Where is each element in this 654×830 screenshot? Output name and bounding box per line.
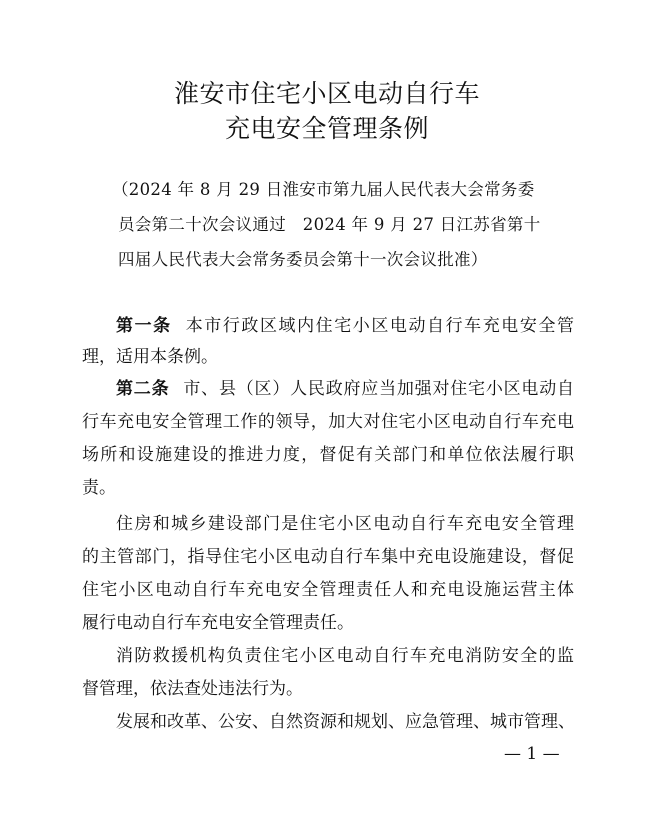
housing-line-2: 的主管部门，指导住宅小区电动自行车集中充电设施建设，督促 bbox=[82, 547, 574, 567]
article-2-line-4: 责。 bbox=[82, 478, 116, 498]
article-1-line-2: 理，适用本条例。 bbox=[82, 347, 218, 367]
article-2-line-1 bbox=[116, 377, 574, 401]
housing-line-1: 住房和城乡建设部门是住宅小区电动自行车充电安全管理 bbox=[116, 514, 574, 534]
fire-line-2: 督管理，依法查处违法行为。 bbox=[82, 679, 303, 699]
adoption-note-line-3: 四届人民代表大会常务委员会第十一次会议批准） bbox=[118, 250, 488, 269]
article-1-heading: 第一条 bbox=[116, 316, 172, 336]
article-2-line-2: 行车充电安全管理工作的领导，加大对住宅小区电动自行车充电 bbox=[82, 412, 574, 432]
fire-line-1: 消防救援机构负责住宅小区电动自行车充电消防安全的监 bbox=[116, 646, 574, 666]
article-2-text: 市、县（区）人民政府应当加强对住宅小区电动自 bbox=[183, 379, 574, 399]
article-1-line-1 bbox=[116, 314, 574, 338]
document-title-line-1: 淮安市住宅小区电动自行车 bbox=[173, 79, 480, 108]
housing-line-3: 住宅小区电动自行车充电安全管理责任人和充电设施运营主体 bbox=[82, 580, 574, 600]
adoption-note-line-1: （2024 年 8 月 29 日淮安市第九届人民代表大会常务委 bbox=[112, 180, 535, 199]
article-2-line-3: 场所和设施建设的推进力度，督促有关部门和单位依法履行职 bbox=[82, 445, 574, 465]
article-2-heading: 第二条 bbox=[116, 379, 170, 399]
document-title-line-2: 充电安全管理条例 bbox=[224, 114, 429, 143]
other-depts-line-1: 发展和改革、公安、自然资源和规划、应急管理、城市管理、 bbox=[116, 712, 575, 732]
page-number: — 1 — bbox=[504, 744, 560, 764]
housing-line-4: 履行电动自行车充电安全管理责任。 bbox=[82, 613, 354, 633]
article-1-text: 本市行政区域内住宅小区电动自行车充电安全管 bbox=[185, 316, 575, 336]
adoption-note-line-2: 员会第二十次会议通过 2024 年 9 月 27 日江苏省第十 bbox=[118, 215, 541, 234]
